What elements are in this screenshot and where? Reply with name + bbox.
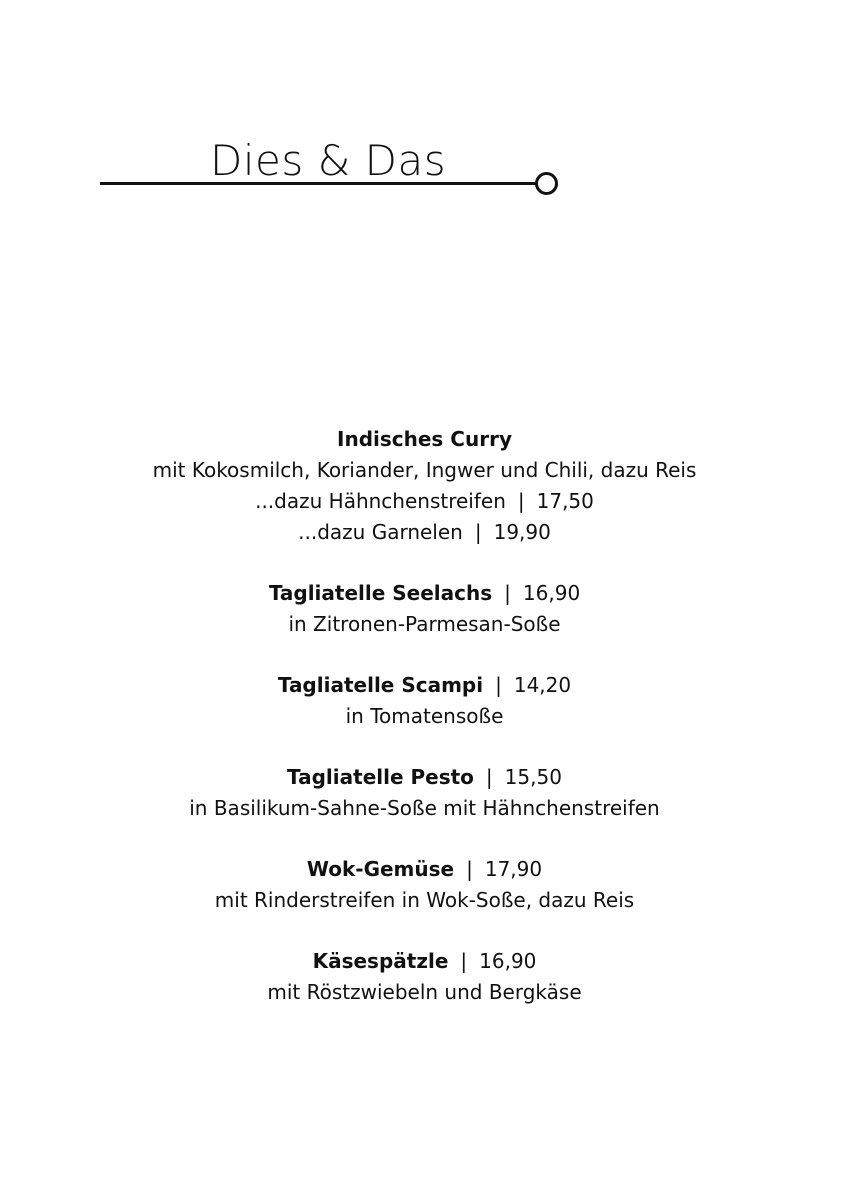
item-price: 14,20 [513,673,572,697]
menu-item-kaesespaetzle [0,946,849,1008]
item-description: in Basilikum-Sahne-Soße mit Hähnchenstreifen [189,796,660,820]
item-description: in Zitronen-Parmesan-Soße [288,612,561,636]
price-separator: | [474,520,482,544]
price-separator: | [504,581,511,605]
item-description: mit Rinderstreifen in Wok-Soße, dazu Reis [214,888,635,912]
menu-item-indisches-curry [0,424,849,548]
item-price: 16,90 [522,581,581,605]
menu-item-wok-gemuese [0,854,849,916]
item-name: Tagliatelle Pesto [287,765,474,789]
item-description: in Tomatensoße [345,704,504,728]
price-separator: | [517,489,525,513]
price-separator: | [485,765,493,789]
price-separator: | [495,673,502,697]
item-price: 17,90 [484,857,543,881]
item-price: 16,90 [479,949,537,973]
option-label: ...dazu Garnelen [298,520,463,544]
item-name: Indisches Curry [337,427,512,451]
item-description: mit Kokosmilch, Koriander, Ingwer und Chili, dazu Reis [152,458,697,482]
price-separator: | [460,949,468,973]
item-name: Käsespätzle [312,949,449,973]
item-name: Tagliatelle Scampi [277,673,484,697]
item-name: Wok-Gemüse [306,857,455,881]
page-title: Dies & Das [210,136,447,185]
option-price: 17,50 [536,489,594,513]
price-separator: | [466,857,473,881]
circle-ornament-icon [535,172,558,195]
menu-item-tagliatelle-seelachs [0,578,849,640]
option-price: 19,90 [493,520,551,544]
item-option [0,486,849,517]
menu-item-tagliatelle-scampi [0,670,849,732]
option-label: ...dazu Hähnchenstreifen [255,489,506,513]
menu-list [0,424,849,1038]
item-name: Tagliatelle Seelachs [268,581,493,605]
menu-item-tagliatelle-pesto [0,762,849,824]
item-description: mit Röstzwiebeln und Bergkäse [267,980,582,1004]
section-header [0,0,849,220]
item-price: 15,50 [504,765,562,789]
item-option [0,517,849,548]
